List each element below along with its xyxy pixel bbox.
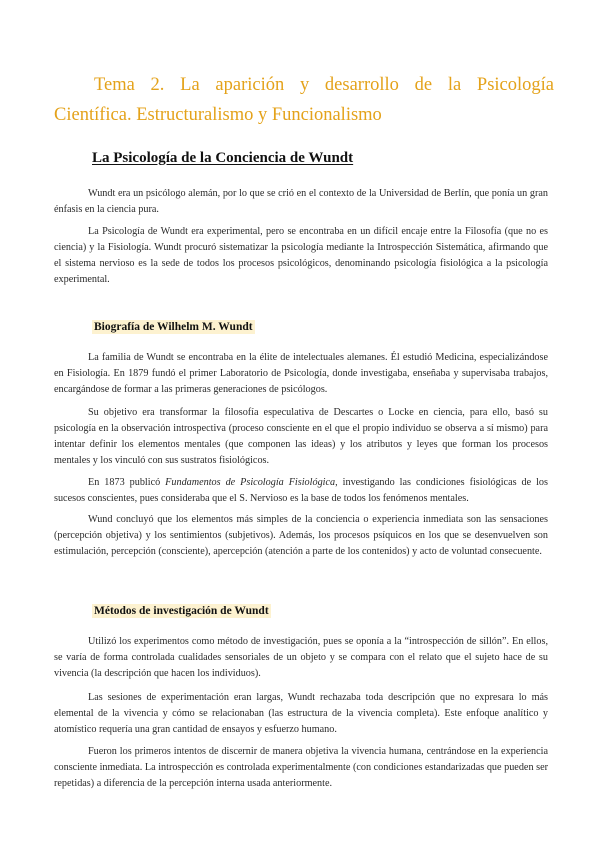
paragraph-biography-1873 — [54, 475, 548, 507]
paragraph-1873-end: , investigando las condiciones fisiológicas de los sucesos conscientes, pues consideraba que el S. Nervioso es la base de todos los fenómenos mentales. — [54, 477, 548, 504]
paragraph-1873-start: En 1873 publicó — [88, 477, 166, 488]
paragraph-wundt-experimental: La Psicología de Wundt era experimental, pero se encontraba en un difícil encaje entre la Filosofía (que no es ciencia) y la Fisiología. Wundt procuró sistematizar la psicología mediante la Introspección Sistemática, afirmando que el sistema nervioso es la sede de todos los procesos psicológicos, denominando psicología fisiológica a la psicología experimental. — [54, 226, 548, 285]
title-line-2: Científica. Estructuralismo y Funcionalismo — [54, 105, 382, 125]
book-title: Fundamentos de Psicología Fisiológica — [165, 477, 336, 488]
paragraph-biography-objective: Su objetivo era transformar la filosofía especulativa de Descartes o Locke en ciencia, para ello, basó su psicología en la observación introspectiva (proceso consciente en el que el propio individuo se observa a sí mismo) para intentar definir los elementos mentales (que componen las ideas) y los atributos y leyes que forman los procesos mentales y los vinculó con sus sustratos fisiológicos. — [54, 407, 548, 466]
title-line-1: Tema 2. La aparición y desarrollo de la Psicología — [94, 75, 554, 95]
paragraph-biography-conclusion: Wund concluyó que los elementos más simples de la conciencia o experiencia inmediata son las sensaciones (percepción objetiva) y los sentimientos (subjetivos). Además, los procesos psíquicos en los que se desenvuelven son estimulación, percepción (consciente), apercepción (atención a parte de los contenidos) y acto de voluntad consecuente. — [54, 514, 548, 557]
paragraph-biography-family: La familia de Wundt se encontraba en la élite de intelectuales alemanes. Él estudió Medicina, especializándose en Fisiología. En 1879 fundó el primer Laboratorio de Psicología, donde investigaba, enseñaba y supervisaba trabajos, encargándose de formar a las primeras generaciones de psicólogos. — [54, 352, 548, 395]
section-heading-biography: Biografía de Wilhelm M. Wundt — [94, 321, 253, 333]
document-title — [54, 70, 554, 130]
section-heading-methods: Métodos de investigación de Wundt — [94, 605, 269, 617]
paragraph-wundt-intro: Wundt era un psicólogo alemán, por lo que se crió en el contexto de la Universidad de Berlín, que ponía un gran énfasis en la ciencia pura. — [54, 188, 548, 215]
paragraph-methods-sessions: Las sesiones de experimentación eran largas, Wundt rechazaba toda descripción que no expresara lo más elemental de la vivencia y cómo se relacionaban (las estructura de la vivencia completa). Este enfoque analítico y atomístico requería una gran cantidad de ensayos y esfuerzo humano. — [54, 692, 548, 735]
section-heading-wundt-consciousness: La Psicología de la Conciencia de Wundt — [92, 150, 354, 166]
paragraph-methods-experiments: Utilizó los experimentos como método de investigación, pues se oponía a la “introspección de sillón”. En ellos, se varía de forma controlada cualidades sensoriales de un objeto y se compara con el relato que el sujeto hace de su vivencia (la descripción que hacen los individuos). — [54, 636, 548, 679]
paragraph-methods-first-attempts: Fueron los primeros intentos de discernir de manera objetiva la vivencia humana, centrándose en la experiencia consciente inmediata. La introspección es controlada experimentalmente (con condiciones estandarizadas que pueden ser repetidas) a diferencia de la percepción interna usada anteriormente. — [54, 746, 548, 789]
